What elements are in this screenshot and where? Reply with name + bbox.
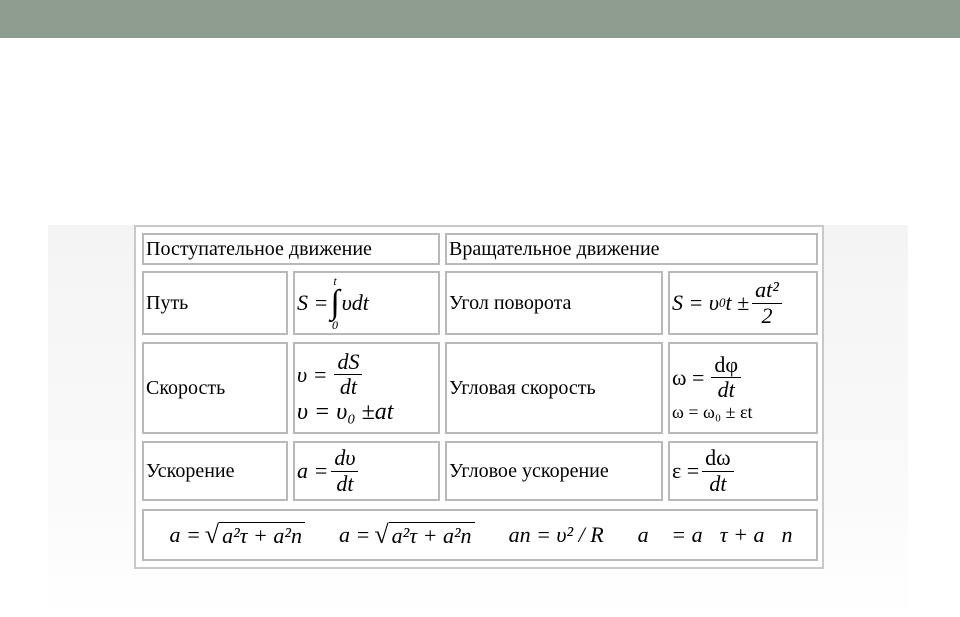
formula-path-lhs: S = [297,290,329,315]
formula-omega-line1 [672,353,744,402]
formula-omega-line2: ω = ω₀ ± εt [672,402,753,423]
radical-icon: √ [374,520,389,549]
formula-velocity-num: dS [334,350,362,375]
label-velocity [142,342,288,434]
title-band [0,0,960,38]
formula-angle-den: 2 [761,302,773,328]
label-angle [445,271,663,335]
radical-icon: √ [204,520,220,549]
integral-lower: 0 [332,318,339,333]
formula-angle [668,271,818,335]
formula-bottom-row [142,509,818,561]
formula-path [293,271,440,335]
formula-vector-acc: a⃗ = a⃗τ + a⃗n [637,522,793,547]
integral-sign: t ∫ 0 [330,273,340,333]
formula-angle-mid: t ± [725,290,750,315]
header-rotational [445,233,818,265]
formula-velocity-line1 [297,350,365,399]
formula-eps-lhs: ε = [672,458,700,483]
formula-angle-fraction [752,278,782,327]
formula-omega-num: dφ [711,353,741,378]
formula-angular-acceleration [668,441,818,501]
formula-velocity-fraction [334,350,362,399]
header-rotational-text: Вращательное движение [449,237,660,260]
formula-velocity-den: dt [339,374,358,399]
label-acceleration [142,441,288,501]
formula-normal-acc: an = υ² / R [508,522,604,547]
formula-velocity [293,342,440,434]
sqrt-1-radicand: a²τ + a²n [219,522,305,549]
header-translational [142,233,440,265]
formula-omega-lhs: ω = [672,364,705,390]
sqrt-1 [205,520,305,550]
sqrt-2 [374,520,474,550]
sqrt-2-radicand: a²τ + a²n [389,522,475,549]
formula-acceleration [293,441,440,501]
formula-angle-sub: 0 [718,295,726,310]
header-translational-text: Поступательное движение [146,237,372,260]
formula-acceleration-num: dυ [331,446,358,471]
label-path-text: Путь [146,291,189,314]
formula-total-acc-1 [169,520,305,550]
formula-total-acc-1-lhs: a = [169,522,201,547]
formula-acceleration-lhs: a = [297,458,329,483]
formula-acceleration-fraction [331,446,358,495]
formula-total-acc-2 [339,520,475,550]
formula-acceleration-den: dt [336,470,354,496]
formula-angle-num: at² [752,278,782,303]
label-angle-text: Угол поворота [449,291,572,314]
kinematics-table [134,225,824,569]
formula-omega-fraction [711,353,741,402]
formula-omega-den: dt [717,377,735,402]
label-path [142,271,288,335]
integral-upper: t [333,273,337,288]
formula-total-acc-2-lhs: a = [339,522,371,547]
label-velocity-text: Скорость [146,376,226,399]
formula-angular-velocity [668,342,818,434]
label-angular-velocity [445,342,663,434]
formula-eps-num: dω [702,446,733,471]
label-angular-velocity-text: Угловая скорость [449,376,596,399]
formula-velocity-lhs: υ = [297,361,328,387]
formula-eps-fraction [702,446,733,495]
label-angular-acceleration-text: Угловое ускорение [449,459,609,482]
formula-eps-den: dt [709,470,727,496]
formula-velocity-line2: υ = υ₀ ±at [297,399,394,426]
label-acceleration-text: Ускорение [146,459,235,482]
formula-path-integrand: υdt [341,290,369,315]
label-angular-acceleration [445,441,663,501]
formula-angle-lhs: S = υ [672,290,719,315]
